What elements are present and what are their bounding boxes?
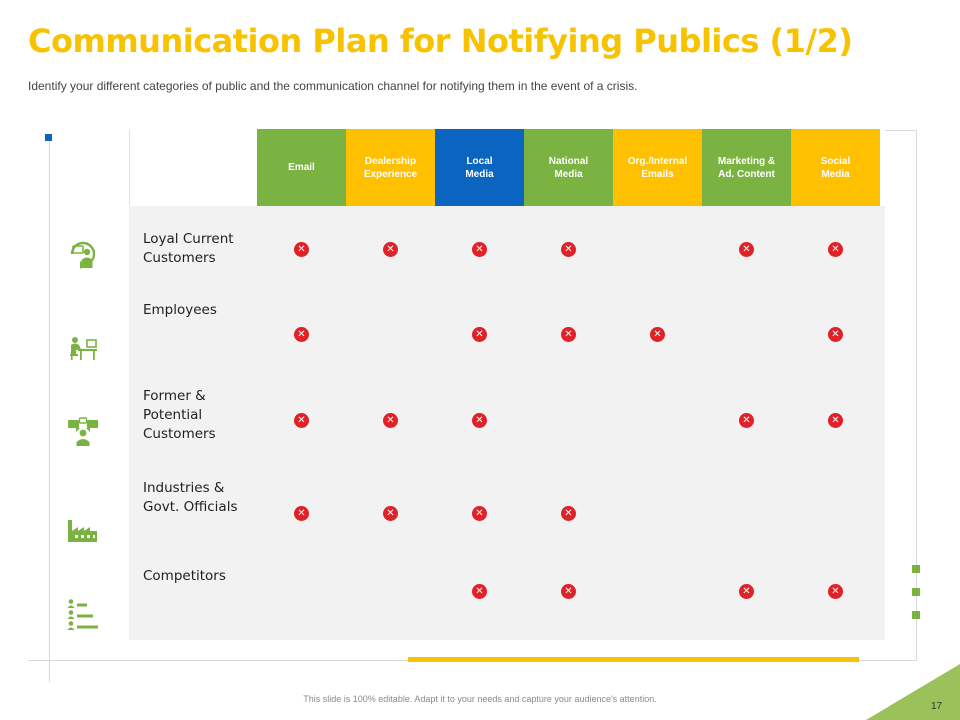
factory-icon [66,512,100,546]
cross-mark-icon: ✕ [294,242,309,257]
footer-note: This slide is 100% editable. Adapt it to your needs and capture your audience's attention. [303,694,657,704]
frame-top-line [885,130,916,131]
green-accent-dot [912,588,920,596]
cross-mark-icon: ✕ [828,242,843,257]
green-accent-dot [912,565,920,573]
frame-right-line [916,130,917,661]
cross-mark-icon: ✕ [561,506,576,521]
cross-mark-icon: ✕ [472,506,487,521]
column-header-6: Marketing & Ad. Content [702,129,791,206]
blue-accent-square [45,134,52,141]
cross-mark-icon: ✕ [294,506,309,521]
column-header-2: Dealership Experience [346,129,435,206]
cross-mark-icon: ✕ [739,242,754,257]
customer-cycle-icon [66,237,100,271]
cross-mark-icon: ✕ [472,242,487,257]
row-label: Employees [143,302,217,318]
cross-mark-icon: ✕ [561,327,576,342]
page-number: 17 [931,701,943,712]
cross-mark-icon: ✕ [294,327,309,342]
customer-chat-icon [66,415,100,449]
frame-left-line [49,134,50,682]
column-header-1: Email [257,129,346,206]
cross-mark-icon: ✕ [383,413,398,428]
cross-mark-icon: ✕ [294,413,309,428]
row-label: Industries & Govt. Officials [143,480,238,515]
employee-desk-icon [66,330,100,364]
row-label: Loyal Current Customers [143,231,234,266]
yellow-accent-bar [408,657,859,662]
cross-mark-icon: ✕ [383,506,398,521]
corner-triangle-decoration [866,664,960,720]
competitor-ranking-icon [66,597,100,631]
column-header-3: Local Media [435,129,524,206]
cross-mark-icon: ✕ [472,413,487,428]
cross-mark-icon: ✕ [828,584,843,599]
cross-mark-icon: ✕ [561,584,576,599]
row-label: Competitors [143,568,226,584]
cross-mark-icon: ✕ [472,584,487,599]
cross-mark-icon: ✕ [828,413,843,428]
column-header-7: Social Media [791,129,880,206]
cross-mark-icon: ✕ [739,413,754,428]
cross-mark-icon: ✕ [561,242,576,257]
column-header-5: Org./Internal Emails [613,129,702,206]
cross-mark-icon: ✕ [739,584,754,599]
cross-mark-icon: ✕ [472,327,487,342]
cross-mark-icon: ✕ [650,327,665,342]
table-body [129,206,885,640]
slide-subtitle: Identify your different categories of public and the communication channel for notifying them in the event of a crisis. [28,79,638,93]
row-label: Former & Potential Customers [143,388,216,442]
table-header-blank [129,129,258,206]
slide-title: Communication Plan for Notifying Publics (1/2) [28,22,853,60]
column-header-4: National Media [524,129,613,206]
cross-mark-icon: ✕ [383,242,398,257]
cross-mark-icon: ✕ [828,327,843,342]
green-accent-dot [912,611,920,619]
